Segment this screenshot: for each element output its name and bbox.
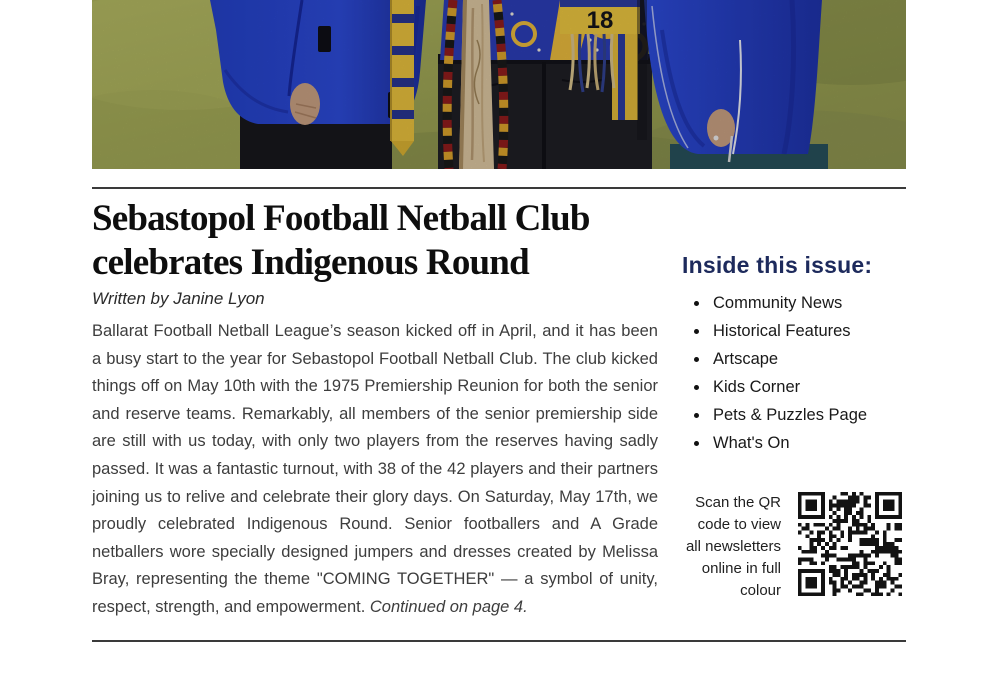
bullet-icon: [694, 301, 699, 306]
photo-grain: [92, 0, 906, 169]
qr-caption-line: Scan the QR: [695, 494, 781, 511]
list-item: [682, 345, 906, 373]
qr-caption: [682, 488, 794, 602]
list-item-label: Kids Corner: [713, 378, 801, 396]
continued-note: Continued on page 4.: [369, 597, 528, 616]
article-title: [92, 197, 658, 285]
list-item-label: Community News: [713, 294, 843, 312]
bullet-icon: [694, 413, 699, 418]
list-item: [682, 317, 906, 345]
sidebar: [658, 189, 906, 622]
article-byline: Written by Janine Lyon: [92, 289, 265, 308]
qr-caption-line: all newsletters: [685, 538, 781, 555]
list-item: [682, 289, 906, 317]
qr-caption-line: code to view: [697, 516, 781, 533]
article-photo: [92, 0, 906, 169]
bullet-icon: [694, 385, 699, 390]
list-item-label: Pets & Puzzles Page: [713, 406, 868, 424]
list-item: [682, 373, 906, 401]
inside-this-issue-heading: Inside this issue:: [682, 252, 873, 278]
qr-code-icon: [794, 488, 906, 600]
bullet-icon: [694, 441, 699, 446]
qr-caption-line: online in full: [701, 560, 781, 577]
bullet-icon: [694, 329, 699, 334]
article-title-line1: Sebastopol Football Netball Club: [92, 198, 590, 239]
content-area: [92, 189, 906, 622]
article-column: [92, 189, 658, 622]
divider-bottom: [92, 640, 906, 642]
bullet-icon: [694, 357, 699, 362]
list-item: [682, 429, 906, 457]
list-item-label: What's On: [713, 434, 790, 452]
list-item-label: Historical Features: [713, 322, 851, 340]
article-title-line2: celebrates Indigenous Round: [92, 242, 529, 283]
issue-list: [682, 289, 906, 457]
list-item-label: Artscape: [713, 350, 779, 368]
article-body: [92, 318, 658, 622]
qr-caption-line: colour: [740, 582, 781, 599]
article-body-text: Ballarat Football Netball League’s season kicked off in April, and it has been a busy start to the year for Sebastopol Football Netball Club. The club kicked things off on May 10th with the 1975 Premiership Reunion for both the senior and reserve teams. Remarkably, all members of the senior premiership side are still with us today, with only two players from the reserves having sadly passed. It was a fantastic turnout, with 38 of the 42 players and their partners joining us to relive and celebrate their glory days. On Saturday, May 17th, we proudly celebrated Indigenous Round. Senior footballers and A Grade netballers wore specially designed jumpers and dresses created by Melissa Bray, representing the theme "COMING TOGETHER" — a symbol of unity, respect, strength, and empowerment.: [92, 322, 658, 616]
qr-section: [682, 488, 906, 602]
scarf-number-text: 18: [586, 7, 614, 34]
list-item: [682, 401, 906, 429]
